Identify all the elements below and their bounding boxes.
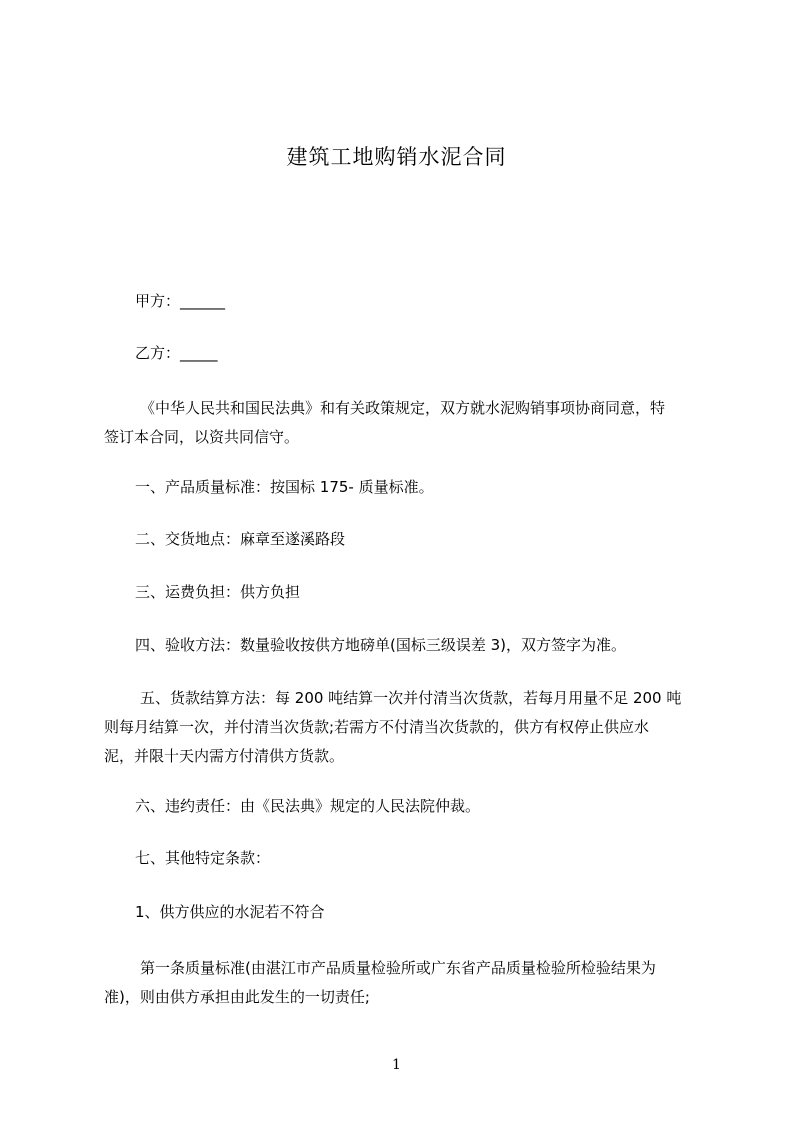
article-1-line-1: 第一条质量标准(由湛江市产品质量检验所或广东省产品质量检验所检验结果为 xyxy=(140,959,656,977)
clause-5-settlement xyxy=(104,684,704,771)
party-b-line: 乙方：_____ xyxy=(135,344,218,362)
preamble-line-2: 签订本合同，以资共同信守。 xyxy=(104,428,300,446)
article-1-line-2: 准)，则由供方承担由此发生的一切责任; xyxy=(104,988,370,1006)
clause-3-freight: 三、运费负担：供方负担 xyxy=(135,583,301,601)
page-number: 1 xyxy=(392,1057,401,1073)
clause-4-acceptance: 四、验收方法：数量验收按供方地磅单(国标三级误差 3)，双方签字为准。 xyxy=(135,636,627,654)
clause-2-delivery-location: 二、交货地点：麻章至遂溪路段 xyxy=(135,530,346,548)
clause-5-line-1: 五、货款结算方法：每 200 吨结算一次并付清当次货款，若每月用量不足 200 吨 xyxy=(140,689,682,707)
document-title: 建筑工地购销水泥合同 xyxy=(286,145,507,169)
article-1-paragraph xyxy=(104,954,704,1012)
clause-5-line-3: 泥，并限十天内需方付清供方货款。 xyxy=(104,747,345,765)
clause-5-line-2: 则每月结算一次，并付清当次货款;若需方不付清当次货款的，供方有权停止供应水 xyxy=(104,718,650,736)
clause-1-quality-standard: 一、产品质量标准：按国标 175- 质量标准。 xyxy=(135,478,434,496)
special-term-item-1: 1、供方供应的水泥若不符合 xyxy=(135,903,325,921)
clause-6-liability: 六、违约责任：由《民法典》规定的人民法院仲裁。 xyxy=(135,797,481,815)
preamble-line-1: 《中华人民共和国民法典》和有关政策规定，双方就水泥购销事项协商同意，特 xyxy=(140,399,666,417)
clause-7-special-terms: 七、其他特定条款： xyxy=(135,849,271,867)
preamble-paragraph xyxy=(104,394,704,452)
party-a-line: 甲方：______ xyxy=(135,292,226,310)
